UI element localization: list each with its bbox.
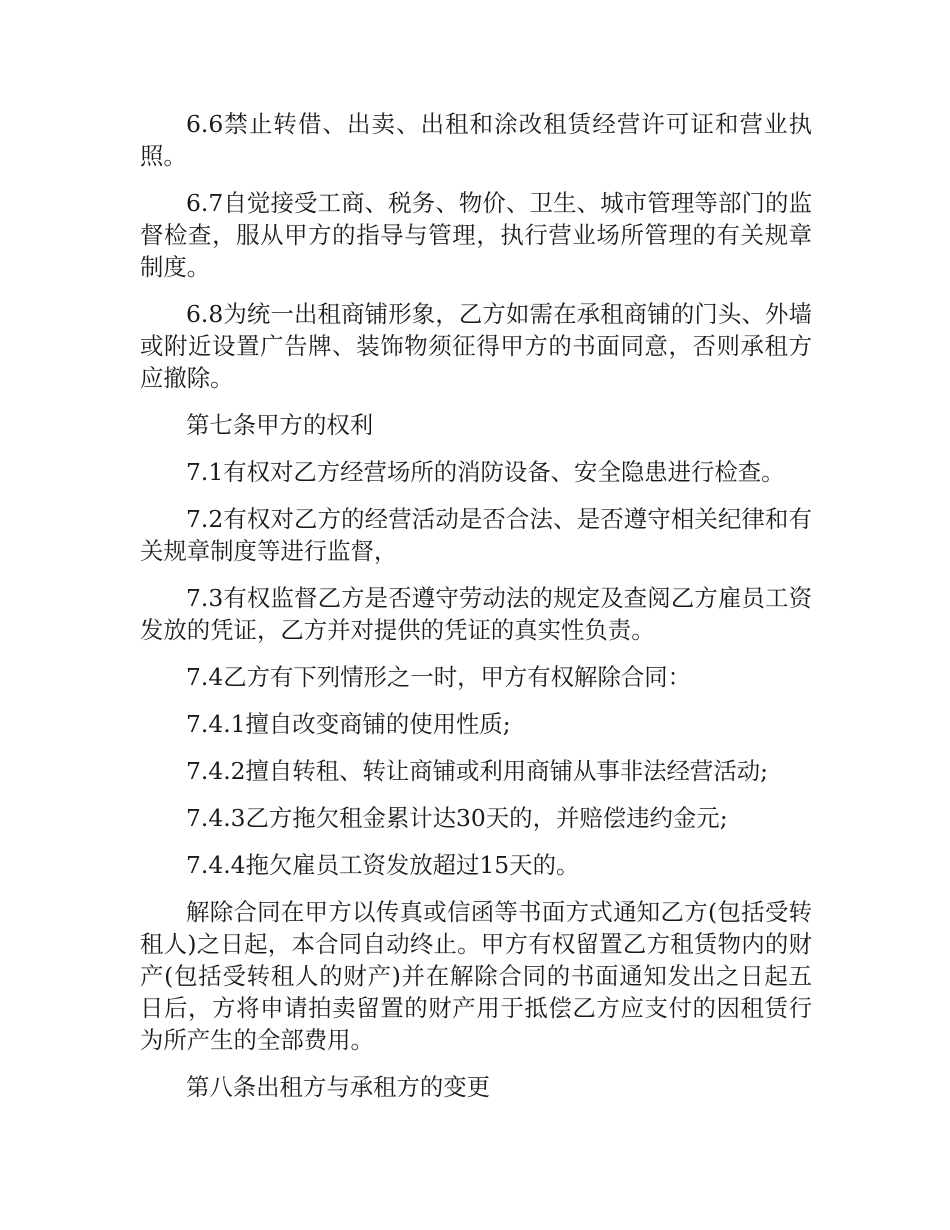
paragraph-7-1: 7.1有权对乙方经营场所的消防设备、安全隐患进行检查。 bbox=[186, 458, 785, 486]
paragraph-7-4-2: 7.4.2擅自转租、转让商铺或利用商铺从事非法经营活动; bbox=[186, 757, 768, 785]
section-heading-article-8: 第八条出租方与承租方的变更 bbox=[186, 1073, 491, 1101]
paragraph-7-4: 7.4乙方有下列情形之一时，甲方有权解除合同： bbox=[186, 663, 692, 691]
paragraph-7-4-4: 7.4.4拖欠雇员工资发放超过15天的。 bbox=[186, 851, 580, 879]
paragraph-6-7: 6.7自觉接受工商、税务、物价、卫生、城市管理等部门的监督检查，服从甲方的指导与管理，执行营业场所管理的有关规章制度。 bbox=[140, 189, 812, 281]
paragraph-6-8: 6.8为统一出租商铺形象，乙方如需在承租商铺的门头、外墙或附近设置广告牌、装饰物须征得甲方的书面同意，否则承租方应撤除。 bbox=[140, 300, 812, 392]
paragraph-7-4-3: 7.4.3乙方拖欠租金累计达30天的，并赔偿违约金元; bbox=[186, 804, 728, 832]
paragraph-7-3: 7.3有权监督乙方是否遵守劳动法的规定及查阅乙方雇员工资发放的凭证，乙方并对提供的凭证的真实性负责。 bbox=[140, 584, 812, 644]
document-body bbox=[140, 108, 812, 1118]
paragraph-termination: 解除合同在甲方以传真或信函等书面方式通知乙方(包括受转租人)之日起，本合同自动终止。甲方有权留置乙方租赁物内的财产(包括受转租人的财产)并在解除合同的书面通知发出之日起五日后，方将申请拍卖留置的财产用于抵偿乙方应支付的因租赁行为所产生的全部费用。 bbox=[140, 898, 812, 1054]
paragraph-7-2: 7.2有权对乙方的经营活动是否合法、是否遵守相关纪律和有关规章制度等进行监督， bbox=[140, 505, 812, 565]
paragraph-7-4-1: 7.4.1擅自改变商铺的使用性质; bbox=[186, 710, 511, 738]
paragraph-6-6: 6.6禁止转借、出卖、出租和涂改租赁经营许可证和营业执照。 bbox=[140, 110, 812, 170]
section-heading-article-7: 第七条甲方的权利 bbox=[186, 411, 374, 439]
